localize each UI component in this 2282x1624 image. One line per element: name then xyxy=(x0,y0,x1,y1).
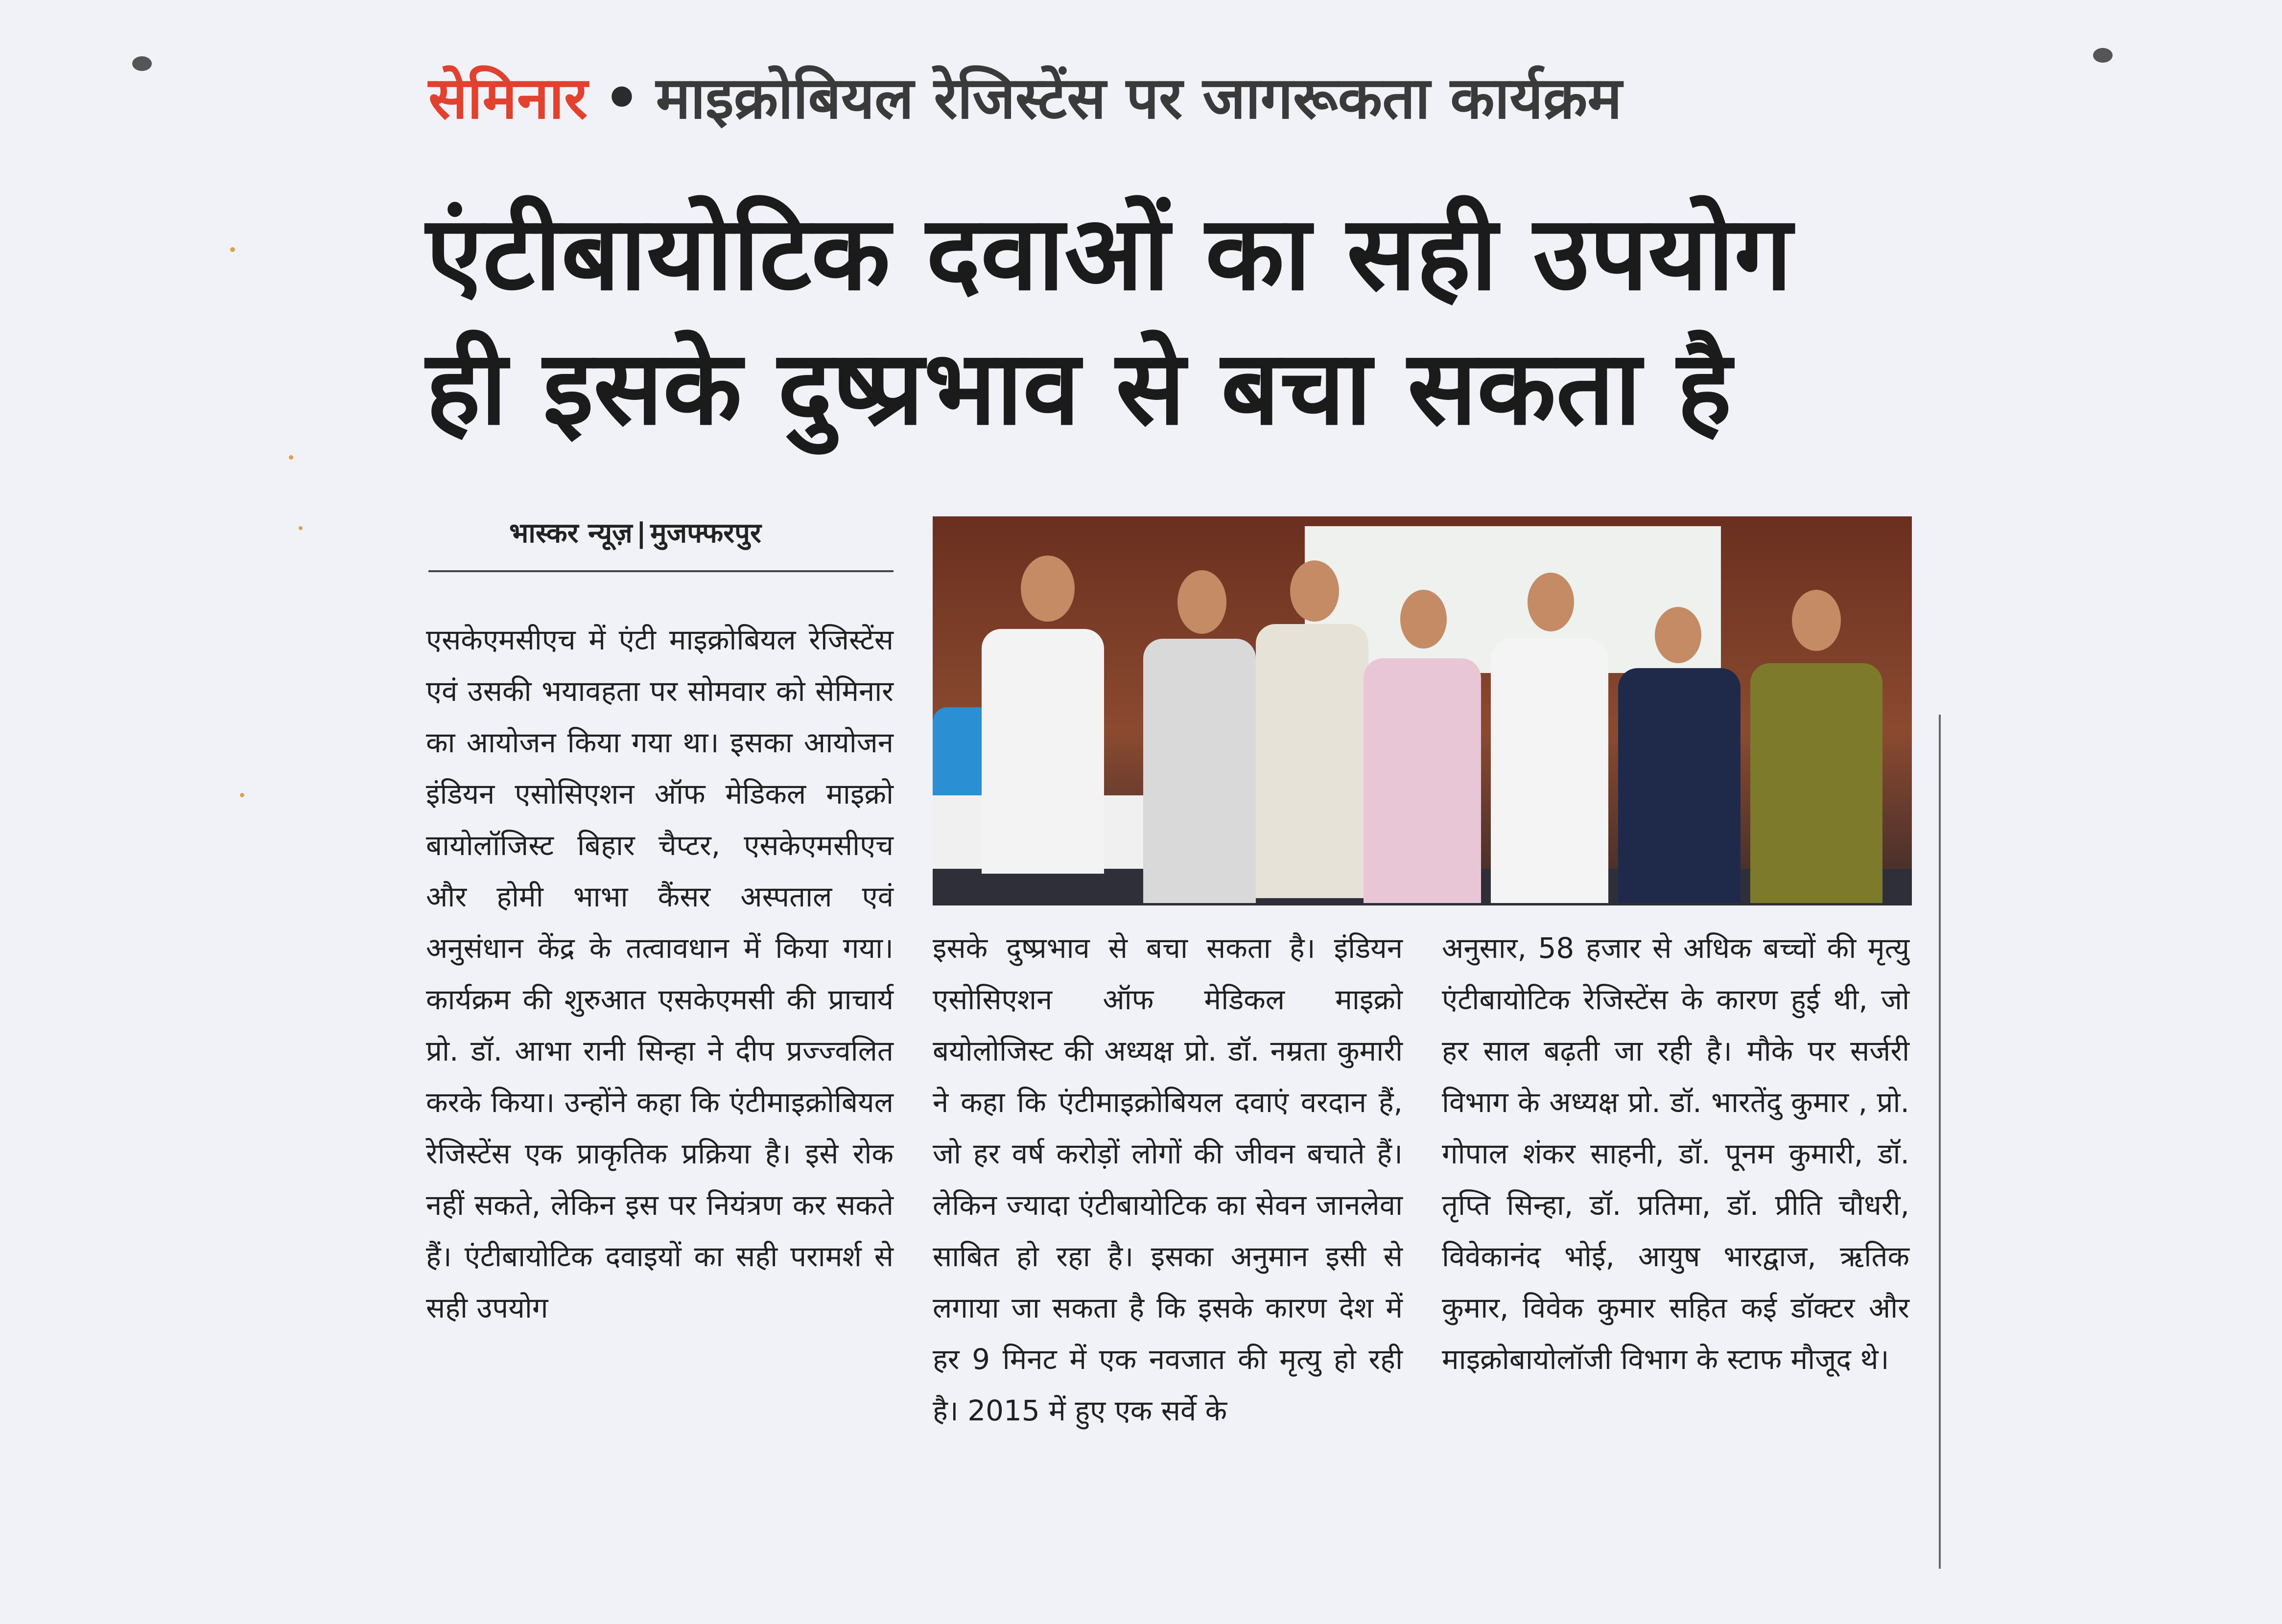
punch-hole-mark xyxy=(2093,48,2113,63)
person-head xyxy=(1290,560,1339,622)
kicker-label: सेमिनार xyxy=(428,64,588,132)
person-figure xyxy=(1364,658,1481,903)
paper-speck xyxy=(299,526,303,530)
byline-separator: | xyxy=(636,517,647,549)
person-figure xyxy=(1750,663,1882,903)
punch-hole-mark xyxy=(132,56,152,71)
paper-speck xyxy=(240,793,244,797)
article-column-1: एसकेएमसीएच में एंटी माइक्रोबियल रेजिस्टेंस एवं उसकी भयावहता पर सोमवार को सेमिनार का आयोजन किया गया था। इसका आयोजन इंडियन एसोसिएशन ऑफ मेडिकल माइक्रो बायोलॉजिस्ट बिहार चैप्टर, एसकेएमसीएच और होमी भाभा कैंसर अस्पताल एवं अनुसंधान केंद्र के तत्वावधान में किया गया। कार्यक्रम की शुरुआत एसकेएमसी की प्राचार्य प्रो. डॉ. आभा रानी सिन्हा ने दीप प्रज्ज्वलित करके किया। उन्होंने कहा कि एंटीमाइक्रोबियल रेजिस्टेंस एक प्राकृतिक प्रक्रिया है। इसे रोक नहीं सकते, लेकिन इस पर नियंत्रण कर सकते हैं। एंटीबायोटिक दवाइयों का सही परामर्श से सही उपयोग xyxy=(426,623,903,1324)
person-figure xyxy=(1256,624,1368,898)
person-head xyxy=(1655,607,1701,663)
article-column-3: अनुसार, 58 हजार से अधिक बच्चों की मृत्यु एंटीबायोटिक रेजिस्टेंस के कारण हुई थी, जो हर साल बढ़ती जा रही है। मौके पर सर्जरी विभाग के अध्यक्ष प्रो. डॉ. भारतेंदु कुमार , प्रो. गोपाल शंकर साहनी, डॉ. पूनम कुमारी, डॉ. तृप्ति सिन्हा, डॉ. प्रतिमा, डॉ. प्रीति चौधरी, विवेकानंद भोई, आयुष भारद्वाज, ऋतिक कुमार, विवेक कुमार सहित कई डॉक्टर और माइक्रोबायोलॉजी विभाग के स्टाफ मौजूद थे। xyxy=(1442,931,1919,1376)
article-column-2: इसके दुष्प्रभाव से बचा सकता है। इंडियन एसोसिएशन ऑफ मेडिकल माइक्रो बयोलोजिस्ट की अध्यक्ष प्रो. डॉ. नम्रता कुमारी ने कहा कि एंटीमाइक्रोबियल दवाएं वरदान हैं, जो हर वर्ष करोड़ों लोगों की जीवन बचाते हैं। लेकिन ज्यादा एंटीबायोटिक का सेवन जानलेवा साबित हो रहा है। इसका अनुमान इसी से लगाया जा सकता है कि इसके कारण देश में हर 9 मिनट में एक नवजात की मृत्यु हो रही है। 2015 में हुए एक सर्वे के xyxy=(933,931,1412,1427)
person-head xyxy=(1792,590,1841,651)
person-figure xyxy=(982,629,1104,874)
person-head xyxy=(1400,590,1447,649)
person-head xyxy=(1021,556,1075,622)
person-head xyxy=(1528,573,1574,631)
kicker-title: माइक्रोबियल रेजिस्टेंस पर जागरूकता कार्यक्रम xyxy=(656,64,1622,132)
headline-line-2: ही इसके दुष्प्रभाव से बचा सकता है xyxy=(426,328,1732,448)
section-kicker xyxy=(428,59,1897,137)
column-rule xyxy=(1939,715,1941,1569)
kicker-bullet: • xyxy=(603,64,640,132)
person-head xyxy=(1177,570,1226,634)
headline xyxy=(426,186,1924,455)
byline-rule xyxy=(428,570,894,572)
byline-source: भास्कर न्यूज़ xyxy=(509,517,633,549)
person-figure xyxy=(1143,639,1256,903)
byline-place: मुजफ्फरपुर xyxy=(650,517,761,549)
byline xyxy=(509,511,761,556)
paper-speck xyxy=(230,247,235,252)
headline-line-1: एंटीबायोटिक दवाओं का सही उपयोग xyxy=(426,193,1792,313)
paper-speck xyxy=(289,455,293,460)
person-figure xyxy=(1491,639,1608,903)
person-figure xyxy=(1618,668,1741,903)
event-photo xyxy=(933,516,1912,905)
